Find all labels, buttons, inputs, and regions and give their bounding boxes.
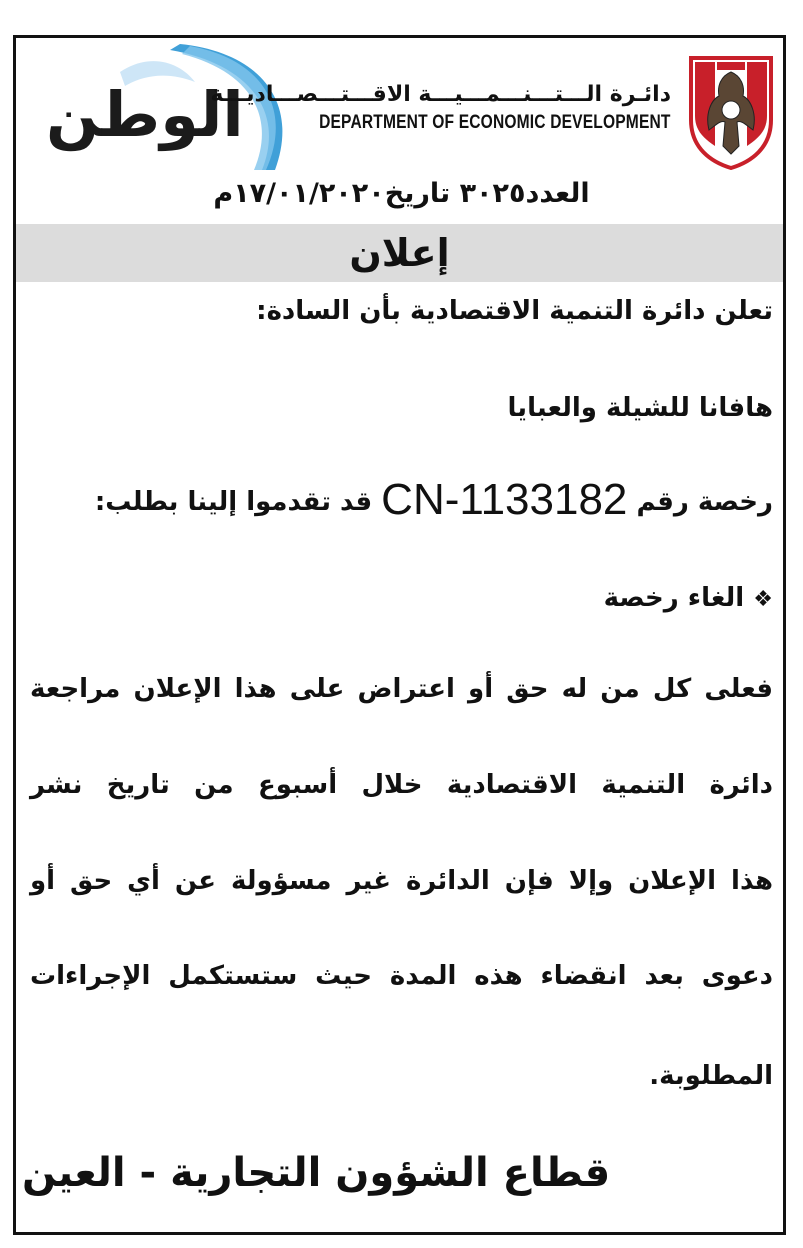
license-line — [30, 475, 773, 524]
newspaper-wordmark: الوطن — [46, 78, 244, 151]
announcement-banner — [16, 224, 783, 282]
announcement-title: إعلان — [349, 231, 450, 275]
footer-department: قطاع الشؤون التجارية - العين — [22, 1150, 611, 1196]
license-prefix: رخصة رقم — [636, 487, 773, 517]
request-text: الغاء رخصة — [603, 583, 745, 613]
notice-line-5: المطلوبة. — [649, 1061, 773, 1091]
company-name: هافانا للشيلة والعبايا — [507, 393, 773, 423]
department-name-english: DEPARTMENT OF ECONOMIC DEVELOPMENT — [319, 112, 671, 134]
license-suffix: قد تقدموا إلينا بطلب: — [94, 487, 373, 517]
notice-line-1: فعلى كل من له حق أو اعتراض على هذا الإعلان مراجعة — [30, 674, 773, 704]
issue-date-line: العدد٣٠٢٥ تاريخ١٧/٠١/٢٠٢٠م — [213, 178, 590, 209]
license-number: CN-1133182 — [381, 475, 628, 524]
notice-line-4: دعوى بعد انقضاء هذه المدة حيث ستستكمل الإجراءات — [30, 961, 773, 991]
notice-line-3: هذا الإعلان وإلا فإن الدائرة غير مسؤولة عن أي حق أو — [30, 866, 773, 896]
header — [16, 38, 783, 178]
notice-line-2: دائرة التنمية الاقتصادية خلال أسبوع من تاريخ نشر — [30, 770, 773, 800]
intro-line: تعلن دائرة التنمية الاقتصادية بأن السادة: — [256, 296, 773, 326]
department-name — [210, 82, 671, 134]
falcon-emblem-icon — [687, 50, 775, 170]
request-line — [30, 585, 773, 611]
diamond-bullet-icon: ❖ — [753, 587, 773, 612]
department-name-arabic: دائـرة الـــتـــنـــمـــيـــة الاقـــتـــصـــاديـــة — [210, 82, 671, 107]
advertisement-frame — [13, 35, 786, 1235]
